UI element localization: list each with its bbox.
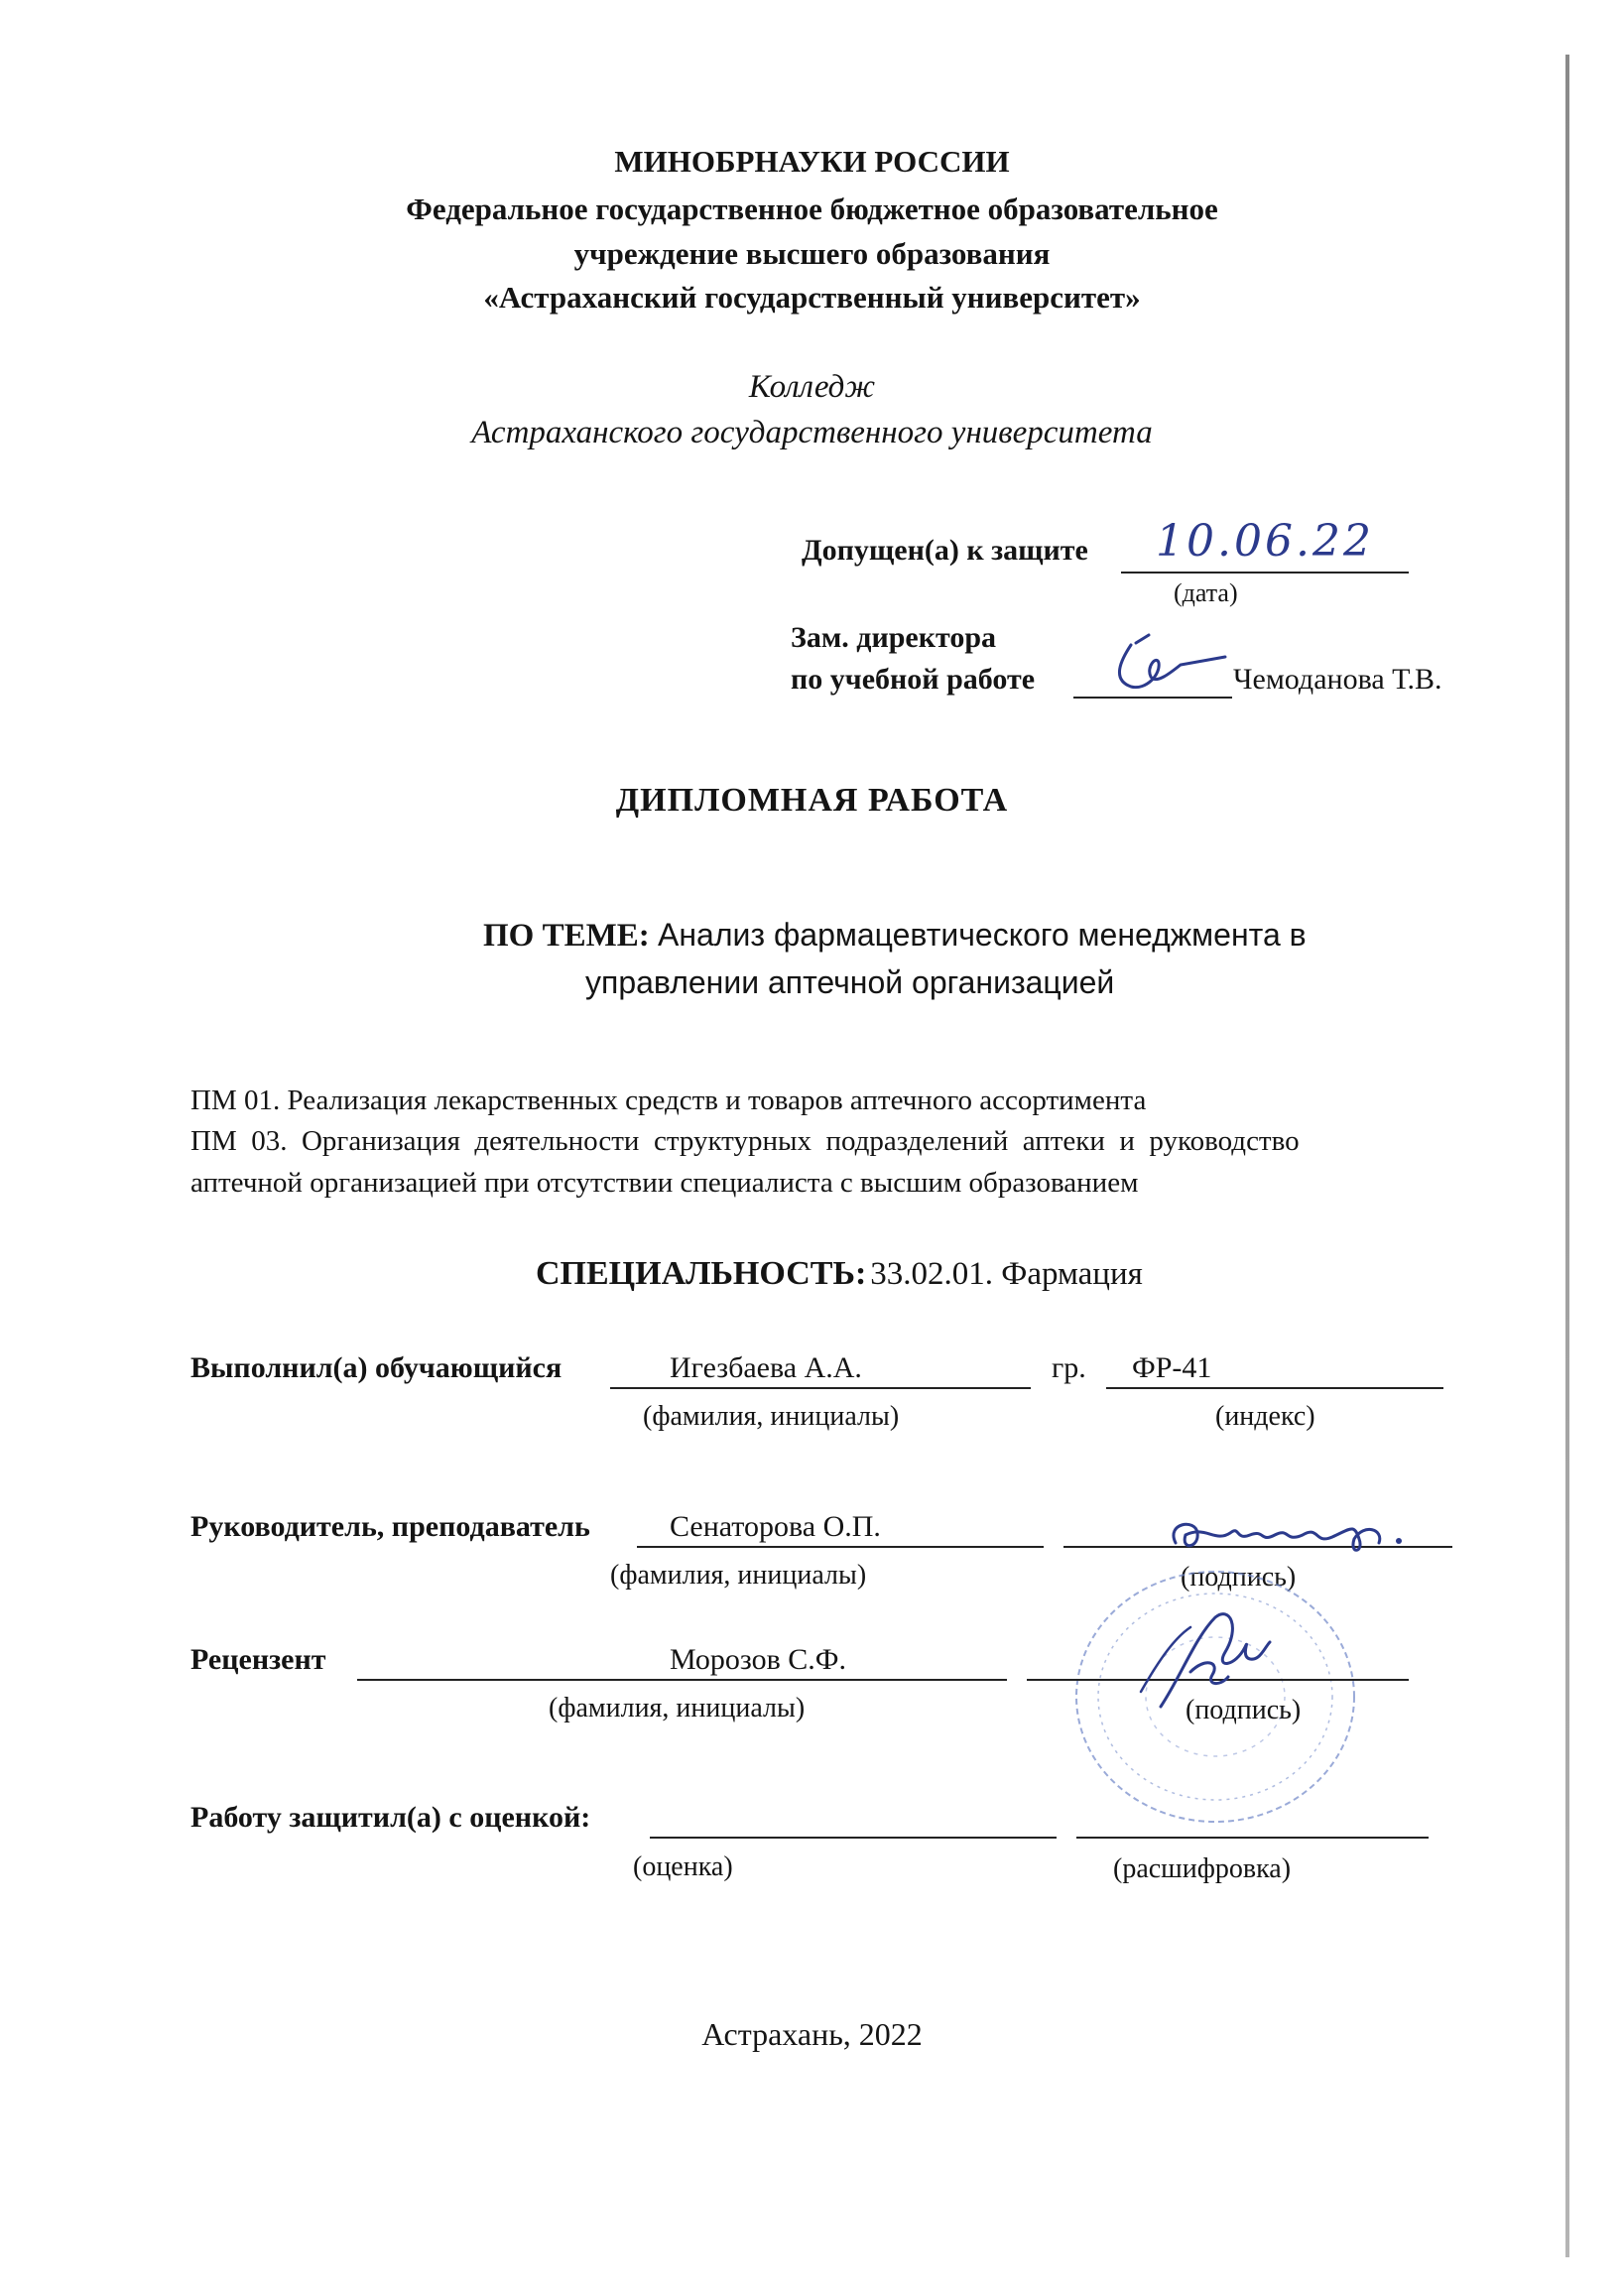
student-name: Игезбаева А.А. [670,1351,862,1384]
document-title: ДИПЛОМНАЯ РАБОТА [615,782,1009,819]
student-name-line [610,1387,1031,1389]
reviewer-name-caption: (фамилия, инициалы) [549,1693,806,1723]
admission-label: Допущен(а) к защите [802,534,1088,567]
org-line-2: учреждение высшего образования [573,236,1051,271]
deputy-label-line-2: по учебной работе [791,663,1036,696]
college-line-1: Колледж [748,369,876,405]
topic-label: ПО ТЕМЕ: [483,918,650,954]
org-line-1: Федеральное государственное бюджетное образовательное [406,191,1218,226]
defense-label: Работу защитил(а) с оценкой: [190,1801,591,1834]
city-year: Астрахань, 2022 [701,2016,923,2052]
reviewer-sign-caption: (подпись) [1186,1695,1302,1725]
supervisor-label: Руководитель, преподаватель [190,1510,590,1543]
decode-caption: (расшифровка) [1113,1853,1292,1884]
reviewer-label: Рецензент [190,1643,326,1676]
supervisor-name-caption: (фамилия, инициалы) [610,1560,867,1591]
specialty-row [536,1255,1143,1293]
specialty-value: 33.02.01. Фармация [870,1256,1143,1292]
ministry-title: МИНОБРНАУКИ РОССИИ [614,144,1010,179]
supervisor-signature [1156,1503,1414,1563]
topic-text-1: Анализ фармацевтического менеджмента в [658,917,1307,953]
student-name-caption: (фамилия, инициалы) [643,1401,900,1432]
module-pm03-line-2: аптечной организацией при отсутствии специалиста с высшим образованием [190,1167,1139,1199]
group-caption: (индекс) [1215,1401,1315,1432]
supervisor-name-line [637,1546,1044,1548]
reviewer-name: Морозов С.Ф. [670,1643,846,1676]
admission-date-handwritten: 10.06.22 [1156,516,1374,567]
group-line [1106,1387,1443,1389]
supervisor-sign-caption: (подпись) [1181,1562,1297,1593]
supervisor-name: Сенаторова О.П. [670,1510,881,1543]
grade-line [650,1837,1057,1839]
group-value: ФР-41 [1132,1351,1212,1384]
decode-line [1076,1837,1429,1839]
topic-line-1 [483,917,1307,955]
deputy-label-line-1: Зам. директора [791,621,997,654]
topic-text-2: управлении аптечной организацией [585,964,1115,1000]
org-line-3: «Астраханский государственный университет» [483,280,1141,315]
admission-date-line [1121,572,1409,574]
student-label: Выполнил(а) обучающийся [190,1351,562,1384]
group-label: гр. [1052,1351,1086,1384]
reviewer-name-line [357,1679,1007,1681]
module-pm03-line-1: ПМ 03. Организация деятельности структурных подразделений аптеки и руководство [190,1125,1300,1157]
specialty-label: СПЕЦИАЛЬНОСТЬ: [536,1255,867,1292]
deputy-signature [1101,625,1230,704]
college-line-2: Астраханского государственного университета [471,415,1153,450]
date-caption: (дата) [1174,578,1238,607]
grade-caption: (оценка) [633,1851,733,1882]
module-pm01: ПМ 01. Реализация лекарственных средств и товаров аптечного ассортимента [190,1084,1147,1116]
deputy-name: Чемоданова Т.В. [1233,663,1442,696]
